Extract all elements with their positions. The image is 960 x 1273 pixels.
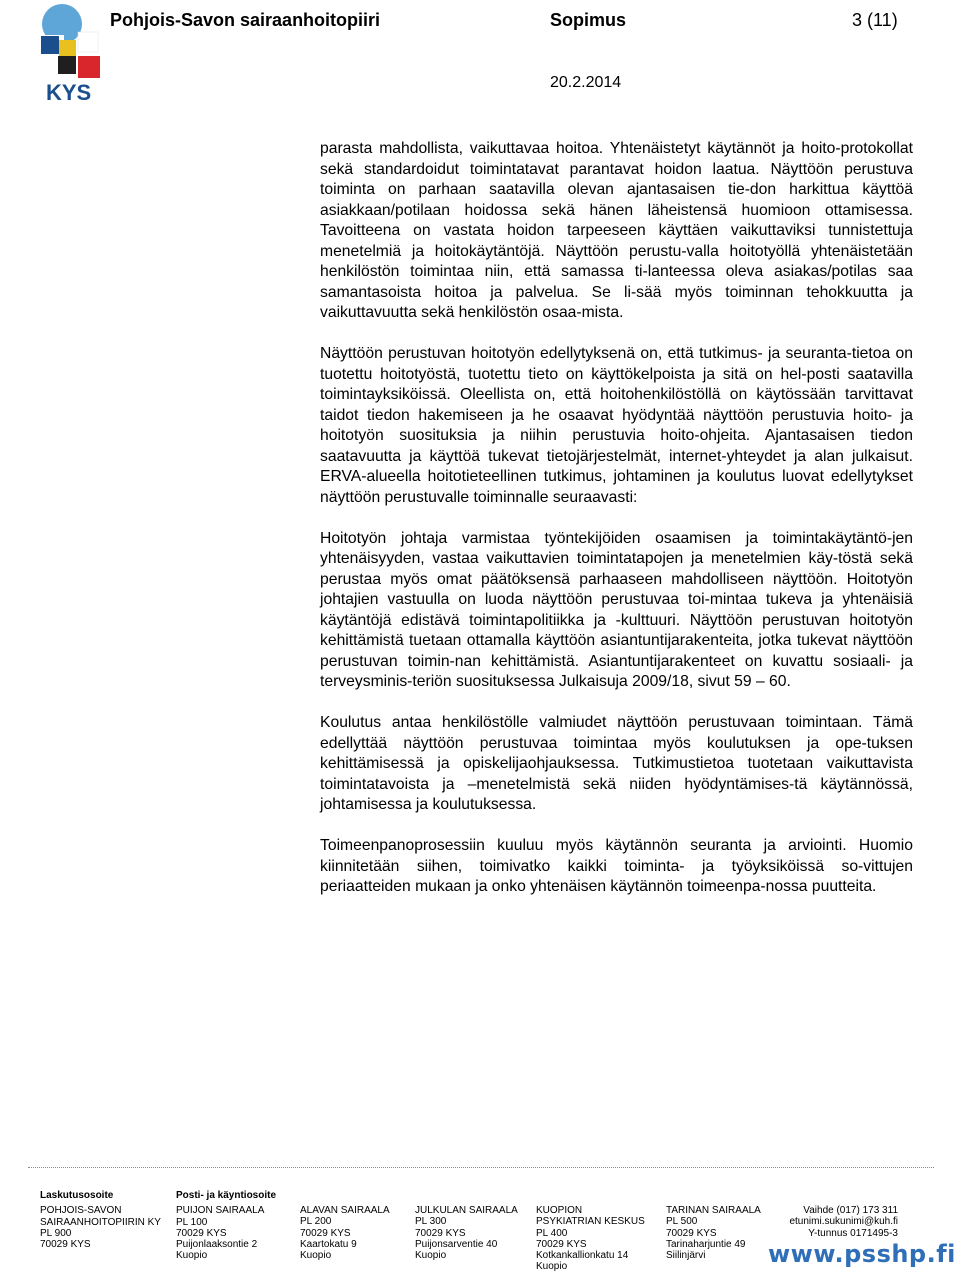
footer-line: Puijonlaaksontie 2 [176, 1239, 258, 1251]
business-id: Y-tunnus 0171495-3 [808, 1227, 898, 1239]
organization-name: Pohjois-Savon sairaanhoitopiiri [110, 10, 381, 30]
footer-line: Kuopio [176, 1250, 208, 1262]
footer-line: 70029 KYS [666, 1227, 717, 1239]
footer-contact [780, 1205, 898, 1239]
footer-line: PUIJON SAIRAALA [176, 1205, 265, 1217]
footer-line: SAIRAANHOITOPIIRIN KY [40, 1216, 161, 1228]
footer-alava-address [300, 1205, 390, 1261]
logo-text: KYS [46, 80, 92, 104]
footer-line: PL 100 [176, 1216, 208, 1228]
footer-line: PL 400 [536, 1227, 568, 1239]
paragraph: Koulutus antaa henkilöstölle valmiudet näyttöön perustuvaan toimintaan. Tämä edellyttää näyttöön perustuvaa toimintaa myös koulutuksen ja ope-tuksen kehittämisessä ja opiskelijaohjauksessa. Tutkimustietoa tuotetaan vaikuttavista toimintatavoista ja –menetelmistä sekä niiden hyödyntämises-tä käytännössä, johtamisessa ja koulutuksessa. [320, 714, 913, 813]
footer-line: 70029 KYS [300, 1227, 351, 1239]
footer-line: PL 900 [40, 1227, 72, 1239]
footer-divider [28, 1167, 934, 1168]
footer-line: PL 300 [415, 1216, 447, 1228]
footer-line: KUOPION [536, 1205, 583, 1216]
paragraph: Hoitotyön johtaja varmistaa työntekijöiden osaamisen ja toimintakäytäntö-jen yhtenäisyyden, vastaa vaikuttavien toimintatapojen ja menetelmien käy-töstä sekä perustaa myös omat päätöksensä parhaaseen mahdolliseen näyttöön. Hoitotyön johtajien vastuulla on luoda näyttöön perustuvaa toi-mintaa tukeva ja yhtenäisiä käytäntöjä edistävä toimintapolitiikka ja -kulttuuri. Näyttöön perustuvan hoitotyön kehittämistä tuetaan ottamalla käyttöön asiantuntijarakenteita, jotka tukevat näyttöön perustuvan toimin-nan kehittämistä. Asiantuntijarakenteet on kuvattu sosiaali- ja terveysminis-teriön suosituksessa Julkaisuja 2009/18, sivut 59 – 60. [320, 529, 913, 690]
paragraph: Toimeenpanoprosessiin kuuluu myös käytännön seuranta ja arviointi. Huomio kiinnitetään siihen, toimivatko kaikki toiminta- ja työyksiköissä so-vittujen periaatteiden mukaan ja onko yhtenäisen käytännön toimeenpa-nossa puutteita. [320, 837, 913, 895]
footer-billing-address [40, 1190, 161, 1250]
footer-line: Kuopio [415, 1250, 447, 1262]
footer-line: PL 200 [300, 1216, 332, 1228]
footer-line: POHJOIS-SAVON [40, 1205, 122, 1217]
footer-line: Puijonsarventie 40 [415, 1238, 498, 1250]
phone-number: Vaihde (017) 173 311 [803, 1205, 898, 1216]
footer-puijo-address [176, 1190, 276, 1262]
footer-line: 70029 KYS [536, 1238, 587, 1250]
footer-line: Kuopio [536, 1261, 568, 1273]
footer-line: Kaartokatu 9 [300, 1238, 357, 1250]
document-date: 20.2.2014 [550, 74, 622, 91]
footer-heading: Posti- ja käyntiosoite [176, 1190, 277, 1201]
footer-kuopion-address [536, 1205, 645, 1273]
footer-line: PL 500 [666, 1216, 698, 1228]
footer-tarina-address [666, 1205, 761, 1261]
kys-logo [38, 4, 108, 104]
footer-heading: Laskutusosoite [40, 1190, 114, 1201]
document-body [320, 139, 913, 918]
paragraph: parasta mahdollista, vaikuttavaa hoitoa. Yhtenäistetyt käytännöt ja hoito-protokollat sekä standardoidut toimintatavat parantavat hoidon laatua. Näyttöön perustuva toiminta on parhaan saatavilla olevan ajantasaisen tie-don harkittua käyttöä asiakkaan/potilaan hoidossa sekä hänen läheistensä huomioon ottamisessa. Tavoitteena on vastata hoidon tarpeeseen käyttäen vaikuttaviksi tunnistettuja menetelmiä ja hoitokäytäntöjä. Näyttöön perustu-valla hoitotyöllä yhtenäistetään henkilöstön toimintaa niin, että samassa ti-lanteessa oleva asiakas/potilas saa samantasoista hoitoa ja palvelua. Se li-sää myös toiminnan tehokkuutta ja vaikuttavuutta sekä henkilöstön osaa-mista. [320, 140, 913, 321]
footer-line: PSYKIATRIAN KESKUS [536, 1216, 645, 1228]
footer-julkula-address [415, 1205, 518, 1261]
footer-line: Kuopio [300, 1250, 332, 1262]
footer-line: TARINAN SAIRAALA [666, 1205, 761, 1216]
document-type: Sopimus [550, 10, 627, 30]
website-link[interactable]: www.psshp.fi [768, 1240, 956, 1268]
footer-line: Tarinaharjuntie 49 [666, 1238, 746, 1250]
footer-line: 70029 KYS [415, 1227, 466, 1239]
footer-line: 70029 KYS [40, 1239, 91, 1251]
footer-line: ALAVAN SAIRAALA [300, 1205, 390, 1216]
email-address: etunimi.sukunimi@kuh.fi [789, 1216, 898, 1228]
footer-line: Kotkankallionkatu 14 [536, 1250, 629, 1262]
footer-line: Siilinjärvi [666, 1250, 706, 1262]
footer-line: 70029 KYS [176, 1227, 227, 1239]
paragraph: Näyttöön perustuvan hoitotyön edellytyksenä on, että tutkimus- ja seuranta-tietoa on tuotettu hoitotyöstä, tuotettu tieto on käyttökelpoista ja sitä on hel-posti saatavilla toimintayksiköissä. Oleellista on, että hoitohenkilöstöllä on käytössään tarvittavat taidot tiedon hakemiseen ja he osaavat hyödyntää näyttöön perustuvia hoito- ja hoitotyön suosituksia ja niihin perustuvia hoito-ohjeita. Ajantasaisen tiedon saatavuutta ja käyttöä tukevat tietojärjestelmät, internet-yhteydet ja alan julkaisut. ERVA-alueella hoitotieteellinen tutkimus, johtaminen ja koulutus luovat edellytykset näyttöön perustuvalle toiminnalle seuraavasti: [320, 345, 913, 506]
footer-line: JULKULAN SAIRAALA [415, 1205, 518, 1216]
page-number: 3 (11) [852, 10, 898, 30]
